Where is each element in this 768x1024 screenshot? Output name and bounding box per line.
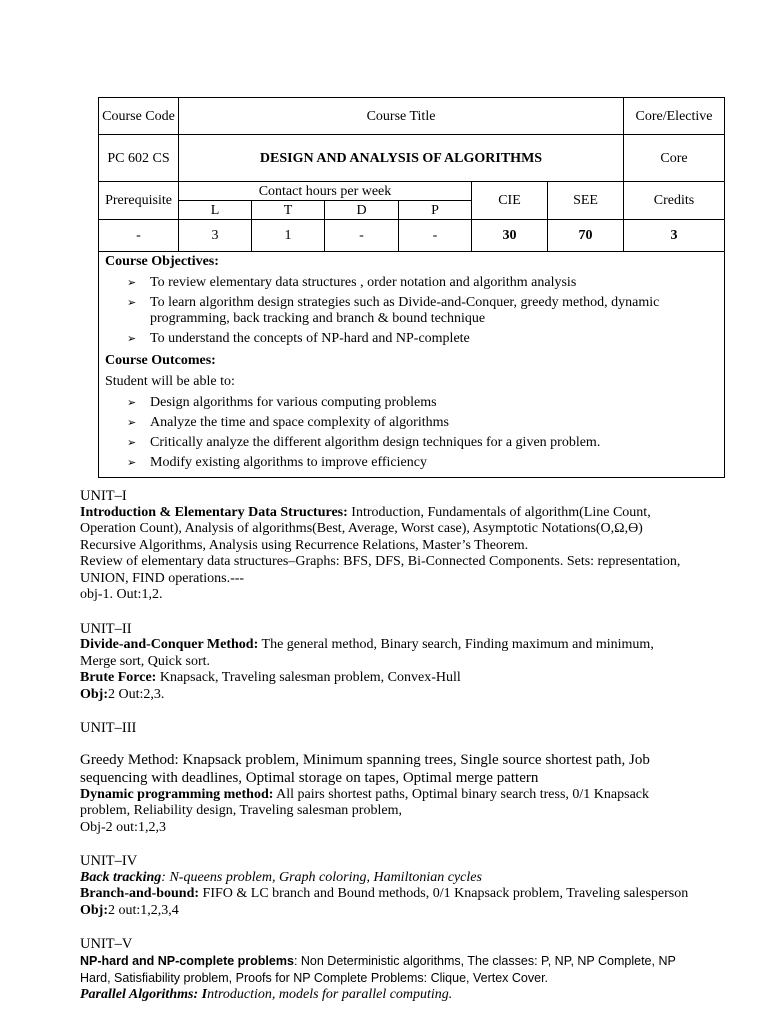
unit-4-lead-2: Branch-and-bound: xyxy=(80,886,200,901)
see-value: 70 xyxy=(548,220,624,252)
contact-hours-row xyxy=(99,182,725,201)
unit-4-lead: Back tracking xyxy=(80,869,162,885)
credits-value: 3 xyxy=(624,220,725,252)
course-code-header: Course Code xyxy=(99,98,179,135)
unit-4-obj-text: 2 out:1,2,3,4 xyxy=(108,902,179,918)
units-section xyxy=(80,488,690,1003)
p-value: - xyxy=(399,220,472,252)
unit-4-branch-bound xyxy=(80,886,690,903)
contact-hours-label: Contact hours per week xyxy=(179,182,472,201)
values-row xyxy=(99,220,725,252)
p-label: P xyxy=(399,201,472,220)
t-value: 1 xyxy=(252,220,325,252)
core-elective-header: Core/Elective xyxy=(624,98,725,135)
l-label: L xyxy=(179,201,252,220)
prerequisite-value: - xyxy=(99,220,179,252)
unit-5-parallel xyxy=(80,987,690,1004)
objectives-heading: Course Objectives: xyxy=(105,254,219,269)
unit-4 xyxy=(80,853,690,919)
outcomes-heading: Course Outcomes: xyxy=(105,353,216,368)
credits-label: Credits xyxy=(624,182,725,220)
objective-item: ➢ To learn algorithm design strategies such as Divide-and-Conquer, greedy method, dynamic programming, back tracking and branch & bound technique xyxy=(127,295,660,326)
unit-4-text: : N-queens problem, Graph coloring, Hamiltonian cycles xyxy=(161,869,482,885)
arrowhead-bullet-icon: ➢ xyxy=(127,333,137,345)
outcome-item: ➢ Analyze the time and space complexity of algorithms xyxy=(127,415,449,430)
unit-5-lead: NP-hard and NP-complete problems xyxy=(80,953,294,968)
unit-1-obj: obj-1. Out:1,2. xyxy=(80,587,163,602)
d-value: - xyxy=(325,220,399,252)
outcome-item: ➢ Design algorithms for various computing problems xyxy=(127,395,437,410)
header-row xyxy=(99,98,725,135)
unit-3-lead-2: Dynamic programming method: xyxy=(80,786,274,802)
course-title: DESIGN AND ANALYSIS OF ALGORITHMS xyxy=(179,135,624,182)
d-label: D xyxy=(325,201,399,220)
arrowhead-bullet-icon: ➢ xyxy=(127,397,137,409)
unit-2-obj-text: 2 Out:2,3. xyxy=(108,686,165,702)
arrowhead-bullet-icon: ➢ xyxy=(127,437,137,449)
unit-1 xyxy=(80,488,690,604)
unit-3-text-2: All pairs shortest paths, Optimal binary search tress, 0/1 Knapsack problem, Reliability design, Traveling salesman problem, xyxy=(80,786,649,818)
arrowhead-bullet-icon: ➢ xyxy=(127,297,137,309)
unit-2-title: UNIT–II xyxy=(80,620,132,637)
arrowhead-bullet-icon: ➢ xyxy=(127,277,137,289)
unit-4-obj xyxy=(80,903,690,920)
unit-2-lead: Divide-and-Conquer Method: xyxy=(80,637,259,652)
see-label: SEE xyxy=(548,182,624,220)
unit-3-greedy: Greedy Method: Knapsack problem, Minimum spanning trees, Single source shortest path, Job sequencing with deadlines, Optimal storage on tapes, Optimal merge pattern xyxy=(80,751,650,786)
unit-2-text-2: Knapsack, Traveling salesman problem, Convex-Hull xyxy=(156,670,461,685)
course-info-table xyxy=(98,97,725,478)
unit-1-lead: Introduction & Elementary Data Structures: xyxy=(80,504,348,520)
arrowhead-bullet-icon: ➢ xyxy=(127,417,137,429)
prerequisite-label: Prerequisite xyxy=(99,182,179,220)
objective-item: ➢ To review elementary data structures , order notation and algorithm analysis xyxy=(127,275,577,290)
unit-2-obj-lead: Obj: xyxy=(80,686,108,702)
objective-item: ➢ To understand the concepts of NP-hard and NP-complete xyxy=(127,331,470,346)
objectives-list xyxy=(105,275,718,347)
unit-2-brute-force xyxy=(80,670,690,687)
unit-4-backtracking xyxy=(80,870,690,887)
unit-3-obj: Obj-2 out:1,2,3 xyxy=(80,819,166,835)
unit-4-text-2: FIFO & LC branch and Bound methods, 0/1 Knapsack problem, Traveling salesperson xyxy=(199,886,689,901)
outcomes-intro: Student will be able to: xyxy=(105,374,235,389)
unit-5-title: UNIT–V xyxy=(80,936,133,952)
unit-5-lead-2: Parallel Algorithms: I xyxy=(80,986,208,1002)
t-label: T xyxy=(252,201,325,220)
unit-4-obj-lead: Obj: xyxy=(80,902,108,918)
unit-3-title: UNIT–III xyxy=(80,720,137,736)
course-type: Core xyxy=(624,135,725,182)
unit-2 xyxy=(80,621,690,704)
unit-1-title: UNIT–I xyxy=(80,488,127,504)
cie-label: CIE xyxy=(472,182,548,220)
unit-1-text: Introduction, Fundamentals of algorithm(Line Count, Operation Count), Analysis of algorithms(Best, Average, Worst case), Asymptotic Notations(O,Ω,Ө) Recursive Algorithms, Analysis using Recurrence Relations, Master’s Theorem. xyxy=(80,504,651,553)
arrowhead-bullet-icon: ➢ xyxy=(127,457,137,469)
unit-5-np xyxy=(80,953,690,987)
unit-2-obj xyxy=(80,687,690,704)
unit-2-text: The general method, Binary search, Finding maximum and minimum, Merge sort, Quick sort. xyxy=(80,637,654,669)
course-title-header: Course Title xyxy=(179,98,624,135)
unit-5-text-2: ntroduction, models for parallel computing. xyxy=(207,986,453,1002)
unit-1-review: Review of elementary data structures–Graphs: BFS, DFS, Bi-Connected Components. Sets: representation, UNION, FIND operations.--- xyxy=(80,554,681,586)
unit-3-dynamic xyxy=(80,787,690,820)
unit-3 xyxy=(80,720,690,836)
objectives-outcomes-row xyxy=(99,252,725,478)
outcome-item: ➢ Modify existing algorithms to improve efficiency xyxy=(127,455,427,470)
unit-2-lead-2: Brute Force: xyxy=(80,670,157,685)
unit-5-text: : Non Deterministic algorithms, The classes: P, NP, NP Complete, NP Hard, Satisfiability problem, Proofs for NP Complete Problems: Clique, Vertex Cover. xyxy=(80,953,676,985)
cie-value: 30 xyxy=(472,220,548,252)
objectives-outcomes-cell xyxy=(99,252,725,478)
outcome-item: ➢ Critically analyze the different algorithm design techniques for a given problem. xyxy=(127,435,601,450)
course-code: PC 602 CS xyxy=(99,135,179,182)
unit-1-body xyxy=(80,505,690,555)
unit-5 xyxy=(80,936,690,1003)
outcomes-list xyxy=(105,395,718,471)
unit-2-body xyxy=(80,637,690,670)
course-row xyxy=(99,135,725,182)
unit-4-title: UNIT–IV xyxy=(80,853,138,869)
l-value: 3 xyxy=(179,220,252,252)
